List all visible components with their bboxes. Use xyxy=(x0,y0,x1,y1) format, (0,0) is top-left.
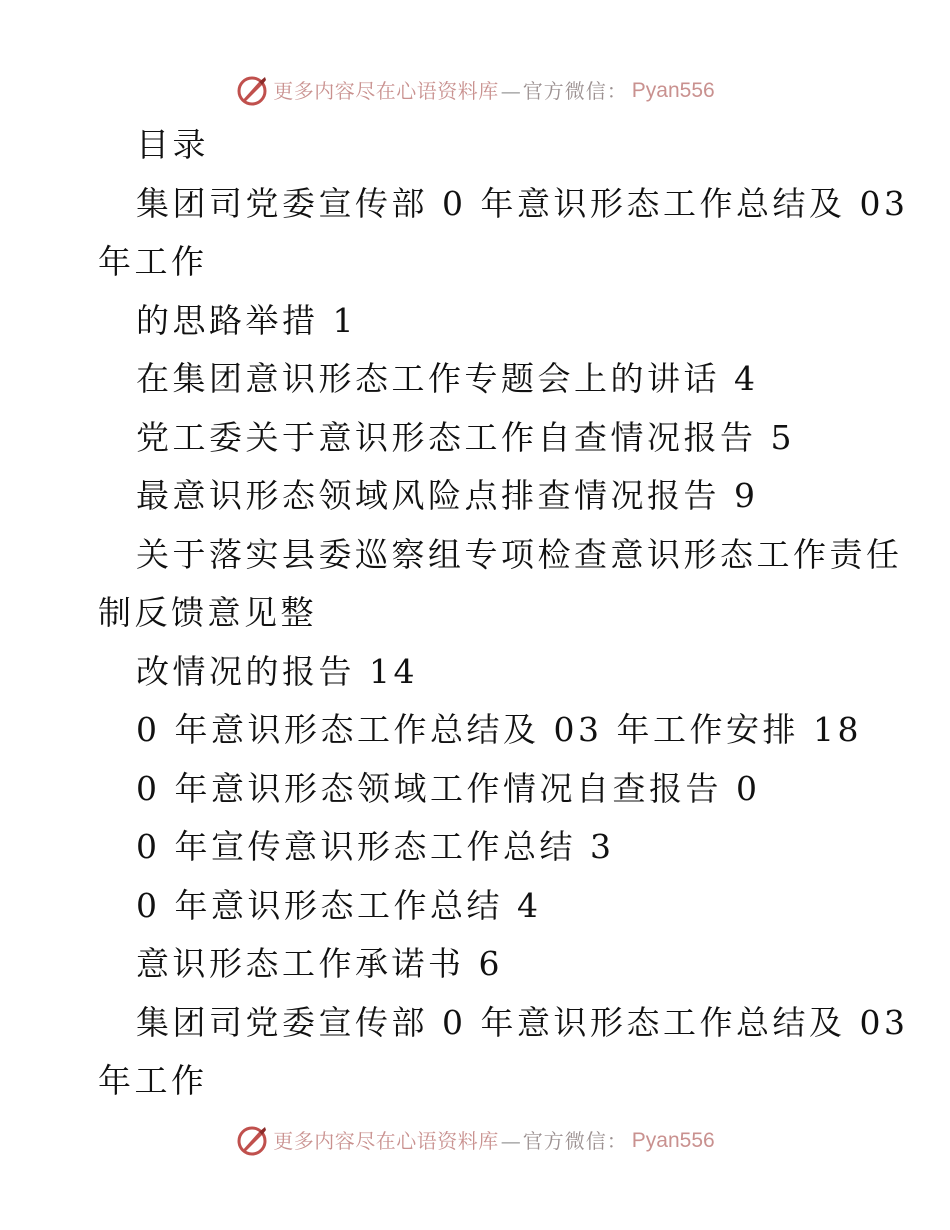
toc-line: 在集团意识形态工作专题会上的讲话 4 xyxy=(136,359,759,398)
toc-line: 的思路举措 1 xyxy=(136,300,357,340)
footer-watermark xyxy=(0,1120,950,1160)
toc-line: 年工作 xyxy=(98,1061,208,1100)
watermark-wechat-id: Pyan556 xyxy=(631,78,715,102)
watermark-official-label: 官方微信： xyxy=(522,78,628,103)
toc-line: 意识形态工作承诺书 6 xyxy=(136,944,503,983)
toc-line: 0 年意识形态领域工作情况自查报告 0 xyxy=(136,768,761,808)
watermark-separator: — xyxy=(500,78,521,103)
toc-line: 党工委关于意识形态工作自查情况报告 5 xyxy=(136,417,795,457)
toc-line: 改情况的报告 14 xyxy=(136,651,418,691)
quill-pen-logo-icon xyxy=(235,1124,269,1158)
watermark-official-label: 官方微信： xyxy=(522,1128,628,1153)
toc-line: 0 年宣传意识形态工作总结 3 xyxy=(136,827,615,866)
toc-line: 集团司党委宣传部 0 年意识形态工作总结及 03 xyxy=(136,1002,909,1042)
toc-line: 0 年意识形态工作总结及 03 年工作安排 18 xyxy=(136,710,862,749)
toc-line: 集团司党委宣传部 0 年意识形态工作总结及 03 xyxy=(136,183,909,223)
watermark-text: 更多内容尽在心语资料库 xyxy=(273,78,499,103)
toc-heading: 目录 xyxy=(136,125,209,164)
watermark-wechat-id: Pyan556 xyxy=(631,1128,715,1152)
watermark-separator: — xyxy=(500,1128,521,1153)
header-watermark xyxy=(0,70,950,110)
toc-line: 关于落实县委巡察组专项检查意识形态工作责任 xyxy=(136,534,903,574)
toc-line: 制反馈意见整 xyxy=(98,593,317,632)
toc-line: 0 年意识形态工作总结 4 xyxy=(136,885,542,925)
toc-line: 年工作 xyxy=(98,242,208,281)
table-of-contents xyxy=(98,116,909,1111)
watermark-text: 更多内容尽在心语资料库 xyxy=(273,1128,499,1153)
quill-pen-logo-icon xyxy=(235,74,269,108)
toc-line: 最意识形态领域风险点排查情况报告 9 xyxy=(136,476,759,515)
